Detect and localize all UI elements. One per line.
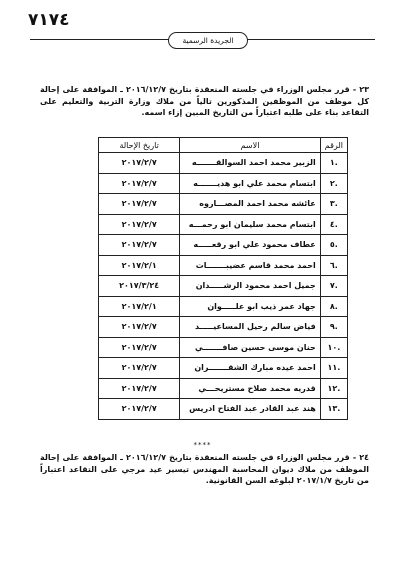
table-row bbox=[99, 173, 348, 194]
row-date: ٢٠١٧/٢/٧ bbox=[99, 399, 180, 420]
row-index: .٦ bbox=[320, 255, 347, 276]
row-date: ٢٠١٧/٢/٧ bbox=[99, 153, 180, 174]
table-row bbox=[99, 296, 348, 317]
row-index: .٧ bbox=[320, 276, 347, 297]
row-name: عائشه محمد احمد المصـــاروه bbox=[180, 194, 320, 215]
row-name: ابتسام محمد علي ابو هديـــــــه bbox=[180, 173, 320, 194]
row-index: .٩ bbox=[320, 317, 347, 338]
table-row bbox=[99, 214, 348, 235]
table-row bbox=[99, 337, 348, 358]
row-date: ٢٠١٧/٣/٢٤ bbox=[99, 276, 180, 297]
row-index: .١١ bbox=[320, 358, 347, 379]
row-name: حنان موسى حسين صافـــــــي bbox=[180, 337, 320, 358]
row-name: عطاف محمود علي ابو رقعـــــه bbox=[180, 235, 320, 256]
row-name: جميل احمد محمود الرشـــــدان bbox=[180, 276, 320, 297]
page-number: ٧١٧٤ bbox=[28, 10, 70, 30]
table-row bbox=[99, 194, 348, 215]
row-date: ٢٠١٧/٢/١ bbox=[99, 296, 180, 317]
table-row bbox=[99, 235, 348, 256]
table-row bbox=[99, 276, 348, 297]
row-index: .٢ bbox=[320, 173, 347, 194]
header-date: تاريخ الإحالة bbox=[99, 138, 180, 153]
row-date: ٢٠١٧/٢/٧ bbox=[99, 173, 180, 194]
row-name: الزبير محمد احمد السوالقـــــــه bbox=[180, 153, 320, 174]
header-name: الاسم bbox=[180, 138, 320, 153]
row-name: هند عبد القادر عبد الفتاح ادريس bbox=[180, 399, 320, 420]
row-name: ابتسام محمد سليمان ابو رحمـــه bbox=[180, 214, 320, 235]
table-body bbox=[99, 153, 348, 420]
table-header-row bbox=[99, 138, 348, 153]
table-row bbox=[99, 358, 348, 379]
decision-23-number: ٢٣ - bbox=[352, 85, 370, 94]
row-index: .٤ bbox=[320, 214, 347, 235]
gazette-header-badge: الجريدة الرسمية bbox=[168, 32, 248, 49]
table-row bbox=[99, 153, 348, 174]
retirees-table bbox=[98, 137, 348, 420]
table-row bbox=[99, 255, 348, 276]
row-date: ٢٠١٧/٢/٧ bbox=[99, 235, 180, 256]
decision-24-paragraph bbox=[40, 452, 369, 487]
row-index: .٣ bbox=[320, 194, 347, 215]
row-index: .١٣ bbox=[320, 399, 347, 420]
row-date: ٢٠١٧/٢/٧ bbox=[99, 378, 180, 399]
table-row bbox=[99, 317, 348, 338]
row-name: احمد عيده مبارك الشقـــــــران bbox=[180, 358, 320, 379]
row-date: ٢٠١٧/٢/١ bbox=[99, 255, 180, 276]
row-name: قدريه محمد صلاح مستريحـــي bbox=[180, 378, 320, 399]
row-date: ٢٠١٧/٢/٧ bbox=[99, 214, 180, 235]
table-row bbox=[99, 378, 348, 399]
row-index: .١٠ bbox=[320, 337, 347, 358]
table-row bbox=[99, 399, 348, 420]
header-index: الرقم bbox=[320, 138, 347, 153]
row-date: ٢٠١٧/٢/٧ bbox=[99, 337, 180, 358]
row-index: .٥ bbox=[320, 235, 347, 256]
decision-23-text: قرر مجلس الوزراء في جلسته المنعقدة بتاريخ ٢٠١٦/١٢/٧ ـ الموافقة على إحالة كل موظف من الموظفين المذكورين تالياً من ملاك وزارة التربية والتعليم على التقاعد بناء على طلبه اعتباراً من التاريخ المبين إزاء اسمه. bbox=[40, 85, 369, 117]
row-index: .١٢ bbox=[320, 378, 347, 399]
row-date: ٢٠١٧/٢/٧ bbox=[99, 317, 180, 338]
row-name: فياض سالم رحيل المساعيـــــد bbox=[180, 317, 320, 338]
row-index: .١ bbox=[320, 153, 347, 174]
row-date: ٢٠١٧/٢/٧ bbox=[99, 358, 180, 379]
row-name: احمد محمد قاسم عضيبـــــــات bbox=[180, 255, 320, 276]
row-index: .٨ bbox=[320, 296, 347, 317]
decision-23-paragraph bbox=[40, 84, 369, 119]
row-date: ٢٠١٧/٢/٧ bbox=[99, 194, 180, 215]
decision-24-text: قرر مجلس الوزراء في جلسته المنعقدة بتاريخ ٢٠١٦/١٢/٧ ـ الموافقة على إحالة الموظف من ملاك ديوان المحاسبة المهندس تيسير عيد مرجي على التقاعد اعتباراً من تاريخ ٢٠١٧/١/٧ لبلوغه السن القانونية. bbox=[40, 453, 369, 485]
row-name: جهاد عمر ذيب ابو علـــــوان bbox=[180, 296, 320, 317]
section-separator: **** bbox=[193, 441, 212, 449]
decision-24-number: ٢٤ - bbox=[352, 453, 370, 462]
